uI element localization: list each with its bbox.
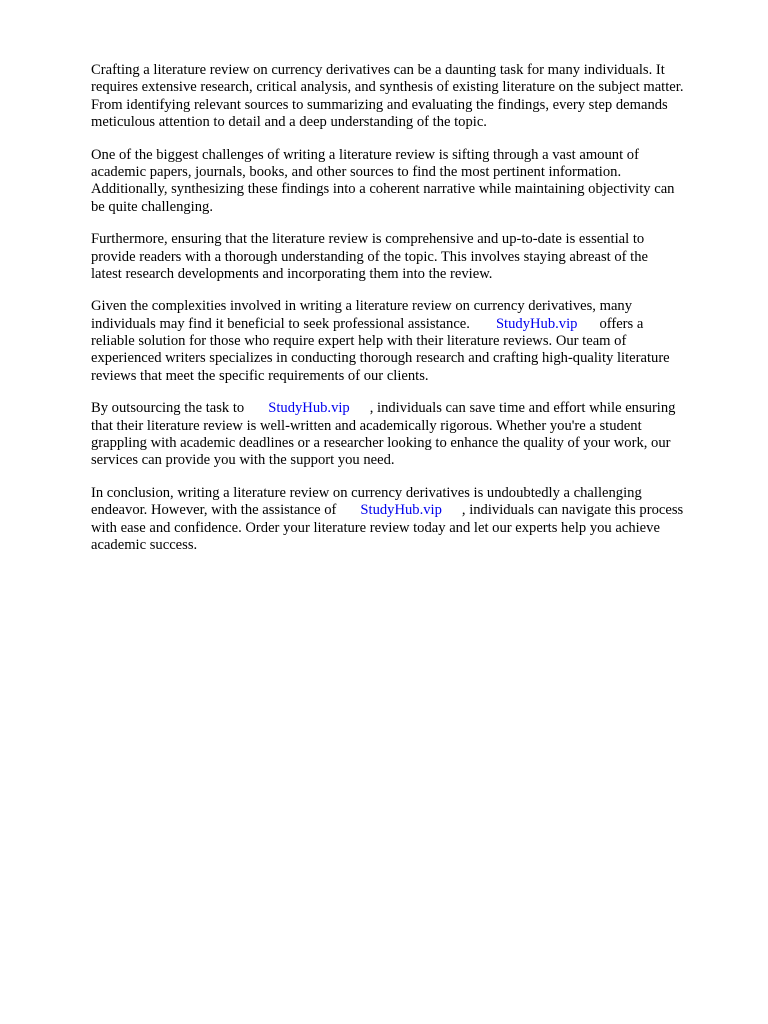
document-page xyxy=(91,62,731,569)
paragraph-outsourcing xyxy=(91,400,731,470)
text-segment: endeavor. However, with the assistance of xyxy=(91,502,337,519)
text-segment: individuals may find it beneficial to seek professional assistance. xyxy=(91,315,470,332)
text-line: One of the biggest challenges of writing a literature review is sifting through a vast amount of xyxy=(91,146,639,163)
text-line: Crafting a literature review on currency derivatives can be a daunting task for many individuals. It xyxy=(91,62,665,78)
text-line: services can provide you with the support you need. xyxy=(91,452,395,469)
studyhub-link[interactable]: StudyHub.vip xyxy=(360,502,442,519)
text-line: provide readers with a thorough understanding of the topic. This involves staying abreast of the xyxy=(91,248,648,265)
text-line: grappling with academic deadlines or a researcher looking to enhance the quality of your work, our xyxy=(91,435,671,452)
paragraph-conclusion xyxy=(91,485,731,555)
text-segment: offers a xyxy=(599,315,644,332)
text-line: Given the complexities involved in writing a literature review on currency derivatives, many xyxy=(91,298,633,315)
text-line: meticulous attention to detail and a deep understanding of the topic. xyxy=(91,114,487,131)
text-line-with-link xyxy=(91,502,731,519)
paragraph-challenges xyxy=(91,147,731,217)
text-line: requires extensive research, critical analysis, and synthesis of existing literature on the subject matter. xyxy=(91,79,684,96)
text-line: with ease and confidence. Order your literature review today and let our experts help you achieve xyxy=(91,519,660,536)
text-line: In conclusion, writing a literature review on currency derivatives is undoubtedly a challenging xyxy=(91,484,642,501)
studyhub-link[interactable]: StudyHub.vip xyxy=(268,400,350,417)
text-line: reliable solution for those who require expert help with their literature reviews. Our team of xyxy=(91,333,627,350)
paragraph-comprehensive xyxy=(91,231,731,283)
studyhub-link[interactable]: StudyHub.vip xyxy=(495,315,578,332)
text-line: academic success. xyxy=(91,536,198,553)
text-line: From identifying relevant sources to summarizing and evaluating the findings, every step demands xyxy=(91,96,668,113)
text-line: reviews that meet the specific requirements of our clients. xyxy=(91,367,429,384)
paragraph-intro xyxy=(91,62,731,132)
paragraph-assistance xyxy=(91,298,731,385)
text-line: Furthermore, ensuring that the literature review is comprehensive and up-to-date is essential to xyxy=(91,231,645,248)
text-line: Additionally, synthesizing these findings into a coherent narrative while maintaining objectivity can xyxy=(91,181,675,198)
text-line: latest research developments and incorporating them into the review. xyxy=(91,265,493,282)
text-segment: , individuals can save time and effort while ensuring xyxy=(369,400,676,417)
text-segment: By outsourcing the task to xyxy=(91,400,245,417)
text-line: academic papers, journals, books, and other sources to find the most pertinent information. xyxy=(91,163,622,180)
text-line-with-link xyxy=(91,400,731,417)
text-line-with-link xyxy=(91,316,731,333)
text-line: experienced writers specializes in conducting thorough research and crafting high-quality literature xyxy=(91,350,670,367)
text-line: that their literature review is well-written and academically rigorous. Whether you're a student xyxy=(91,417,642,434)
text-segment: , individuals can navigate this process xyxy=(461,502,684,519)
text-line: be quite challenging. xyxy=(91,198,213,215)
